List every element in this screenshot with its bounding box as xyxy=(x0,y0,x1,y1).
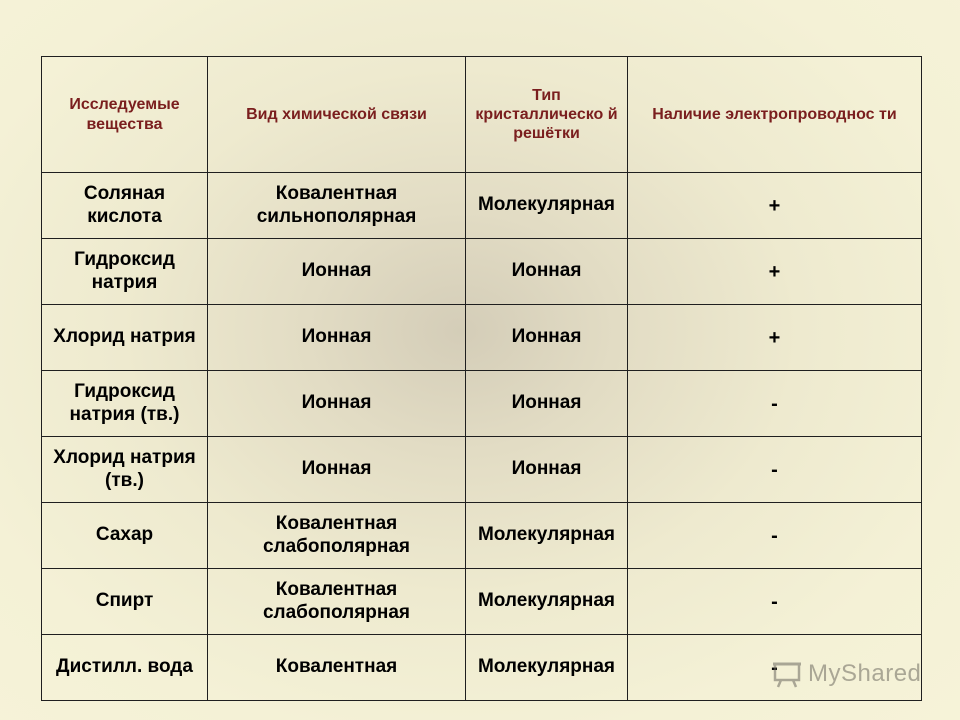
cell-bond: Ковалентная xyxy=(208,635,466,701)
cell-lattice: Ионная xyxy=(466,371,628,437)
cell-lattice: Молекулярная xyxy=(466,503,628,569)
table-row xyxy=(42,173,922,239)
table-row xyxy=(42,569,922,635)
header-lattice-type: Тип кристаллическо й решётки xyxy=(466,57,628,173)
table-row xyxy=(42,437,922,503)
substances-table xyxy=(41,56,922,701)
cell-conductivity: + xyxy=(628,305,922,371)
cell-substance: Соляная кислота xyxy=(42,173,208,239)
cell-substance: Хлорид натрия (тв.) xyxy=(42,437,208,503)
cell-bond: Ионная xyxy=(208,371,466,437)
cell-substance: Гидроксид натрия xyxy=(42,239,208,305)
cell-lattice: Ионная xyxy=(466,239,628,305)
cell-bond: Ковалентная слабополярная xyxy=(208,569,466,635)
cell-bond: Ковалентная слабополярная xyxy=(208,503,466,569)
table-header-row xyxy=(42,57,922,173)
header-conductivity: Наличие электропроводнос ти xyxy=(628,57,922,173)
cell-conductivity: - xyxy=(628,503,922,569)
cell-bond: Ковалентная сильнополярная xyxy=(208,173,466,239)
table-row xyxy=(42,239,922,305)
table-row xyxy=(42,503,922,569)
cell-conductivity: - xyxy=(628,371,922,437)
cell-lattice: Молекулярная xyxy=(466,173,628,239)
cell-lattice: Ионная xyxy=(466,437,628,503)
myshared-watermark xyxy=(772,656,921,692)
cell-lattice: Молекулярная xyxy=(466,635,628,701)
cell-bond: Ионная xyxy=(208,305,466,371)
cell-lattice: Ионная xyxy=(466,305,628,371)
cell-conductivity: - xyxy=(628,569,922,635)
cell-conductivity: + xyxy=(628,239,922,305)
table-row xyxy=(42,305,922,371)
table-row xyxy=(42,371,922,437)
cell-bond: Ионная xyxy=(208,239,466,305)
cell-conductivity: - xyxy=(628,635,922,701)
cell-substance: Гидроксид натрия (тв.) xyxy=(42,371,208,437)
cell-substance: Дистилл. вода xyxy=(42,635,208,701)
cell-substance: Хлорид натрия xyxy=(42,305,208,371)
cell-substance: Спирт xyxy=(42,569,208,635)
watermark-text: MyShared xyxy=(808,660,922,687)
header-bond-type: Вид химической связи xyxy=(208,57,466,173)
cell-bond: Ионная xyxy=(208,437,466,503)
cell-conductivity: - xyxy=(628,437,922,503)
presentation-board-icon xyxy=(772,660,802,688)
cell-conductivity: + xyxy=(628,173,922,239)
header-substances: Исследуемые вещества xyxy=(42,57,208,173)
cell-lattice: Молекулярная xyxy=(466,569,628,635)
cell-substance: Сахар xyxy=(42,503,208,569)
